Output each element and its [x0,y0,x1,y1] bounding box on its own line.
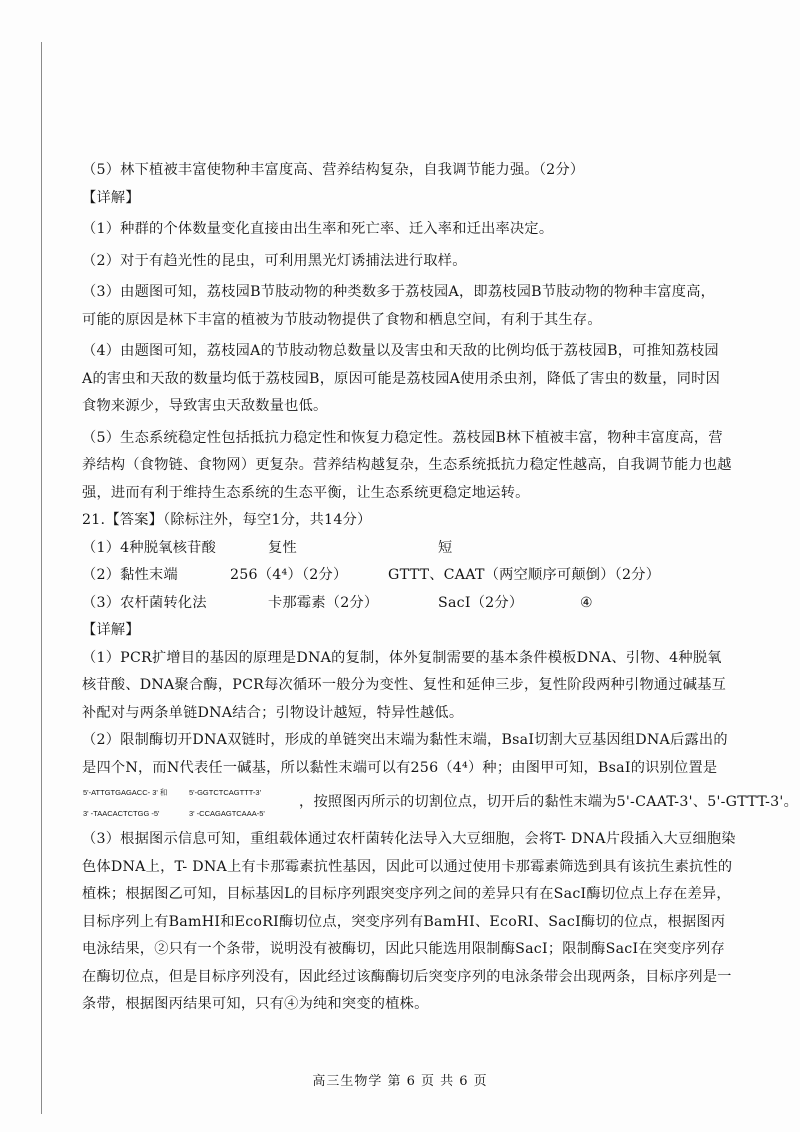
detail-line: 条带，根据图丙结果可知，只有④为纯和突变的植株。 [82,996,429,1012]
detail-line: 在酶切位点，但是目标序列没有，因此经过该酶酶切后突变序列的电泳条带会出现两条，目标序列是一 [82,968,732,985]
question-21-heading: 21.【答案】（除标注外，每空1分，共14分） [82,512,372,528]
detail-line: （2）对于有趋光性的昆虫，可利用黑光灯诱捕法进行取样。 [82,252,467,269]
detail-line: 色体DNA上，T- DNA上有卡那霉素抗性基因，因此可以通过使用卡那霉素筛选到具有该抗生素抗性的 [82,858,733,875]
detail-line: 核苷酸、DNA聚合酶，PCR每次循环一般分为变性、复性和延伸三步，复性阶段两种引物通过碱基互 [82,677,727,693]
detail-label: 【详解】 [82,189,140,206]
answer-row-3 [82,590,744,618]
answer-row-2 [82,562,744,590]
detail-line: （1）PCR扩增目的基因的原理是DNA的复制，体外复制需要的基本条件模板DNA、引物、4种脱氧 [82,649,722,666]
detail-line: 可能的原因是林下丰富的植被为节肢动物提供了食物和栖息空间，有利于其生存。 [82,311,602,328]
sequence-bottom-left: 3' -TAACACTCTGG -5' [83,809,160,818]
answer-row-1 [82,535,744,563]
detail-line: （3）由题图可知，荔枝园B节肢动物的种类数多于荔枝园A，即荔枝园B节肢动物的物种丰富度高， [82,284,716,300]
detail-line: A的害虫和天敌的数量均低于荔枝园B，原因可能是荔枝园A使用杀虫剂，降低了害虫的数量，同时因 [82,370,721,387]
answer-cell: （3）农杆菌转化法 [82,594,207,611]
sequence-bottom-right: 3' -CCAGAGTCAAA-5' [189,809,265,818]
answer-cell: （2）黏性末端 [82,567,178,583]
sequence-explanation: ，按照图丙所示的切割位点，切开后的黏性末端为5'-CAAT-3'、5'-GTTT-3'。 [299,794,799,811]
detail-line: （1）种群的个体数量变化直接由出生率和死亡率、迁入率和迁出率决定。 [82,221,554,237]
detail-label: 【详解】 [82,622,140,638]
page-content [82,157,799,1019]
answer-cell: GTTT、CAAT（两空顺序可颠倒）（2分） [388,567,661,583]
detail-line: 电泳结果，②只有一个条带，说明没有被酶切，因此只能选用限制酶SacⅠ；限制酶SacⅠ在突变序列存 [82,941,725,957]
binding-margin-line [41,42,42,1114]
answer-cell: SacⅠ（2分） [438,594,524,611]
recognition-sequence-row [82,788,799,818]
detail-line: 是四个N，而N代表任一碱基，所以黏性末端可以有256（4⁴）种；由图甲可知，BsaⅠ的识别位置是 [82,759,718,776]
sequence-top-right: 5'-GGTCTCAGTTT-3' [189,788,262,797]
detail-line: 补配对与两条单链DNA结合；引物设计越短，特异性越低。 [82,704,464,721]
dna-sequence-figure [83,788,299,818]
answer-20-5: （5）林下植被丰富使物种丰富度高、营养结构复杂，自我调节能力强。（2分） [82,162,585,178]
detail-line: （2）限制酶切开DNA双链时，形成的单链突出末端为黏性末端，BsaⅠ切割大豆基因组DNA后露出的 [82,732,728,748]
detail-line: 养结构（食物链、食物网）更复杂。营养结构越复杂，生态系统抵抗力稳定性越高，自我调节能力也越 [82,457,732,473]
detail-line: 目标序列上有BamHⅠ和EcoRⅠ酶切位点，突变序列有BamHⅠ、EcoRⅠ、SacⅠ酶切的位点，根据图丙 [82,913,726,930]
answer-cell: （1）4种脱氧核苷酸 [82,539,217,556]
page-footer: 高三生物学 第 6 页 共 6 页 [312,1074,488,1089]
answer-cell: 短 [438,539,453,556]
sequence-top-left: 5'-ATTGTGAGACC- 3' 和 [83,788,168,797]
answer-cell: 256（4⁴）（2分） [230,567,348,583]
answer-cell: ④ [580,594,593,611]
detail-line: 强，进而有利于维持生态系统的生态平衡，让生态系统更稳定地运转。 [82,484,530,501]
answer-cell: 复性 [268,539,297,556]
detail-line: （3）根据图示信息可知，重组载体通过农杆菌转化法导入大豆细胞，会将T- DNA片段插入大豆细胞染 [82,831,736,847]
detail-line: （4）由题图可知，荔枝园A的节肢动物总数量以及害虫和天敌的比例均低于荔枝园B，可推知荔枝园 [82,343,719,359]
answer-cell: 卡那霉素（2分） [268,594,379,611]
detail-line: （5）生态系统稳定性包括抵抗力稳定性和恢复力稳定性。荔枝园B林下植被丰富，物种丰富度高，营 [82,429,723,446]
detail-line: 食物来源少，导致害虫天敌数量也低。 [82,398,328,414]
detail-line: 植株；根据图乙可知，目标基因L的目标序列跟突变序列之间的差异只有在SacⅠ酶切位点上存在差异， [82,886,731,902]
